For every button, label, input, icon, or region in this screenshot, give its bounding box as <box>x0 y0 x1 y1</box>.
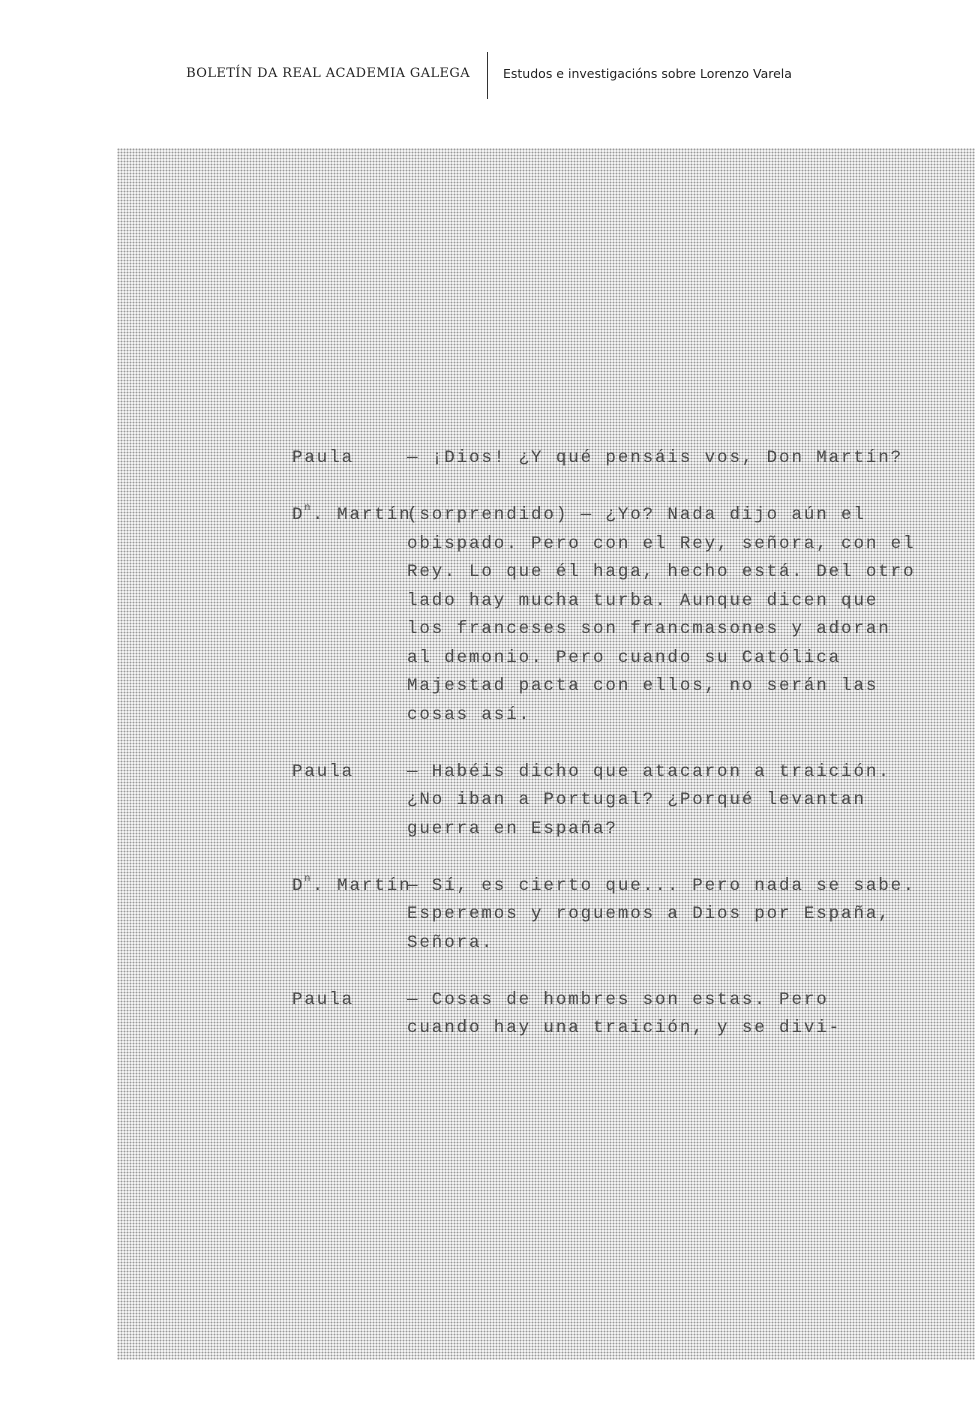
speech-line: ¿No iban a Portugal? ¿Porqué levantan <box>407 790 866 810</box>
speech-line: cosas así. <box>407 704 532 725</box>
speaker-name: Paula <box>292 761 355 782</box>
speech-line: — Cosas de hombres son estas. Pero <box>407 989 829 1010</box>
speaker-name: $D^n$. Martín <box>292 873 412 896</box>
running-header <box>0 52 975 100</box>
speech-line: cuando hay una traición, y se divi- <box>407 1018 842 1038</box>
speech-line: Señora. <box>407 932 494 953</box>
speaker-name: Paula <box>292 448 355 468</box>
speech-line: obispado. Pero con el Rey, señora, con el <box>407 533 916 554</box>
dialogue-entry <box>292 501 916 729</box>
speech-text <box>407 501 915 729</box>
speech-line: — Habéis dicho que atacaron a traición. <box>407 761 891 782</box>
dialogue-entry <box>292 986 852 1043</box>
speech-line: al demonio. Pero cuando su Católica <box>407 647 842 668</box>
speech-line: (sorprendido) — ¿Yo? Nada dijo aún el <box>407 505 866 525</box>
speaker-name: Paula <box>292 989 355 1010</box>
journal-title: BOLETÍN DA REAL ACADEMIA GALEGA <box>186 66 470 81</box>
speech-text <box>407 986 852 1043</box>
speech-line: Majestad pacta con ellos, no serán las <box>407 676 879 696</box>
speech-text <box>407 444 903 473</box>
dialogue-entry <box>292 444 904 473</box>
speaker-name: $D^n$. Martín <box>292 503 412 525</box>
speech-text <box>407 758 891 844</box>
speech-line: lado hay mucha turba. Aunque dicen que <box>407 590 879 611</box>
dialogue-entry <box>292 872 916 958</box>
dialogue-entry <box>292 758 891 844</box>
speech-line: guerra en España? <box>407 818 618 839</box>
speech-line: — Sí, es cierto que... Pero nada se sabe. <box>407 875 916 896</box>
speech-text <box>407 872 915 958</box>
speech-line: Esperemos y roguemos a Dios por España, <box>407 904 891 924</box>
header-divider <box>487 52 488 99</box>
speech-line: los franceses son francmasones y adoran <box>407 619 891 639</box>
dialogue-block <box>292 444 916 1071</box>
section-title: Estudos e investigacións sobre Lorenzo Varela <box>503 66 792 81</box>
speech-line: — ¡Dios! ¿Y qué pensáis vos, Don Martín? <box>407 448 904 468</box>
speech-line: Rey. Lo que él haga, hecho está. Del otro <box>407 562 916 582</box>
